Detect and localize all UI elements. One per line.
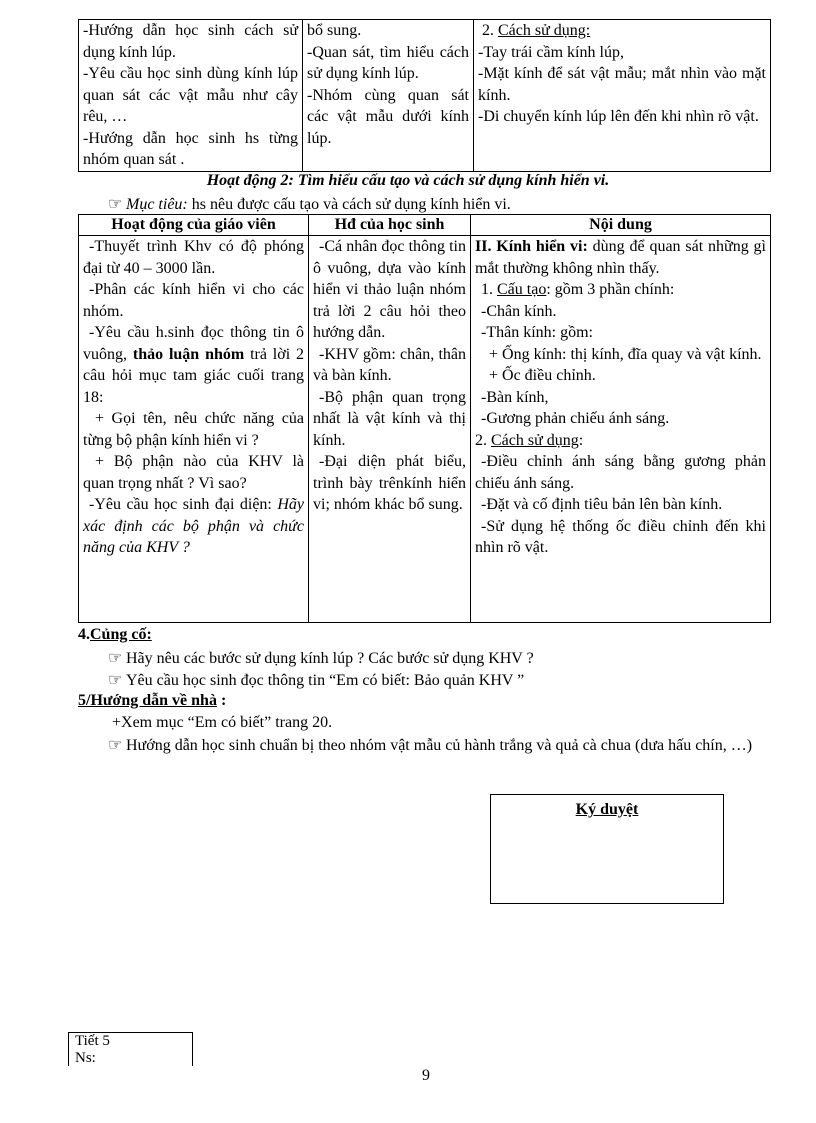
top-content-line-3: -Di chuyển kính lúp lên đến khi nhìn rõ vật. bbox=[478, 108, 759, 125]
activity2-title: Hoạt động 2: Tìm hiểu cấu tạo và cách sử dụng kính hiển vi. bbox=[206, 172, 610, 189]
content-p11: -Đặt và cố định tiêu bản lên bàn kính. bbox=[481, 496, 723, 513]
footer-lesson-box bbox=[68, 1032, 193, 1066]
pointing-hand-icon: ☞ bbox=[108, 737, 123, 754]
approval-box bbox=[490, 794, 724, 904]
lesson-date: Ns: bbox=[75, 1050, 96, 1066]
content-p12: -Sử dụng hệ thống ốc điều chỉnh đến khi nhìn rõ vật. bbox=[475, 517, 766, 556]
top-student-line-2: -Quan sát, tìm hiểu cách sử dụng kính lúp. bbox=[307, 43, 469, 82]
content-p9: 2. Cách sử dụng: bbox=[475, 431, 584, 449]
content-p1: II. Kính hiển vi: dùng để quan sát những gì mắt thường không nhìn thấy. bbox=[475, 238, 767, 277]
top-student-line-3: -Nhóm cùng quan sát các vật mẫu dưới kính lúp. bbox=[307, 86, 469, 147]
page-number: 9 bbox=[422, 1067, 430, 1084]
top-col-student bbox=[303, 20, 474, 172]
teacher-p5: + Bộ phận nào của KHV là quan trọng nhất ? Vì sao? bbox=[83, 453, 304, 492]
student-p3: -Bộ phận quan trọng nhất là vật kính và thị kính. bbox=[313, 388, 466, 449]
section5-heading: 5/Hướng dẫn về nhà : bbox=[78, 692, 227, 709]
top-teacher-line-2: -Yêu cầu học sinh dùng kính lúp quan sát các vật mẫu như cây rêu, … bbox=[83, 65, 298, 125]
section4-question-2: ☞ Yêu cầu học sinh đọc thông tin “Em có biết: Bảo quản KHV ” bbox=[108, 672, 525, 689]
header-content: Nội dung bbox=[471, 215, 771, 236]
content-p3: -Chân kính. bbox=[481, 302, 557, 320]
pointing-hand-icon: ☞ bbox=[108, 196, 123, 213]
student-p1: -Cá nhân đọc thông tin ô vuông, dựa vào kính hiển vi thảo luận nhóm trả lời 2 câu hỏi theo hướng dẫn. bbox=[313, 238, 466, 341]
teacher-p3: -Yêu cầu h.sinh đọc thông tin ô vuông, thảo luận nhóm trả lời 2 câu hỏi mục tam giác cuối trang 18: bbox=[83, 324, 305, 406]
content-p2: 1. Cấu tạo: gồm 3 phần chính: bbox=[481, 281, 675, 298]
section5-line-1: +Xem mục “Em có biết” trang 20. bbox=[112, 714, 333, 731]
pointing-hand-icon: ☞ bbox=[108, 650, 123, 667]
content-column bbox=[471, 236, 771, 623]
top-content-heading: 2. Cách sử dụng: bbox=[482, 22, 591, 39]
top-col-teacher bbox=[79, 20, 303, 172]
student-p4: -Đại diện phát biểu, trình bày trênkính hiển vi; nhóm khác bổ sung. bbox=[313, 453, 466, 513]
top-teacher-line-3: -Hướng dẫn học sinh hs từng nhóm quan sát . bbox=[83, 129, 298, 168]
section5-line-2: ☞ Hướng dẫn học sinh chuẩn bị theo nhóm vật mẫu củ hành trắng và quả cà chua (dưa hấu chín, …) bbox=[78, 735, 778, 757]
content-p6: + Ốc điều chỉnh. bbox=[489, 367, 596, 384]
header-student: Hđ của học sinh bbox=[309, 215, 471, 236]
approval-title: Ký duyệt bbox=[575, 801, 639, 818]
student-column bbox=[309, 236, 471, 623]
teacher-column bbox=[79, 236, 309, 623]
student-p2: -KHV gồm: chân, thân và bàn kính. bbox=[313, 345, 466, 384]
section4-question-1: ☞ Hãy nêu các bước sử dụng kính lúp ? Các bước sử dụng KHV ? bbox=[108, 650, 534, 667]
top-table bbox=[78, 19, 771, 172]
content-p5: + Ống kính: thị kính, đĩa quay và vật kính. bbox=[489, 345, 762, 363]
top-content-line-1: -Tay trái cầm kính lúp, bbox=[478, 43, 624, 61]
main-table bbox=[78, 214, 771, 623]
content-p4: -Thân kính: gồm: bbox=[481, 324, 593, 341]
top-content-line-2: -Mặt kính để sát vật mẫu; mắt nhìn vào mặt kính. bbox=[478, 65, 766, 104]
header-teacher: Hoạt động của giáo viên bbox=[79, 215, 309, 236]
content-p7: -Bàn kính, bbox=[481, 388, 549, 406]
activity2-objective: ☞ Mục tiêu: hs nêu được cấu tạo và cách sử dụng kính hiển vi. bbox=[108, 196, 511, 213]
content-p8: -Gương phản chiếu ánh sáng. bbox=[481, 410, 670, 427]
section4-heading: 4.Củng cố: bbox=[78, 626, 152, 643]
content-p10: -Điều chỉnh ánh sáng bằng gương phản chiếu ánh sáng. bbox=[475, 453, 766, 492]
top-teacher-line-1: -Hướng dẫn học sinh cách sử dụng kính lúp. bbox=[83, 22, 298, 61]
teacher-p4: + Gọi tên, nêu chức năng của từng bộ phận kính hiển vi ? bbox=[83, 410, 304, 449]
top-student-line-1: bổ sung. bbox=[307, 22, 362, 39]
lesson-number: Tiết 5 bbox=[75, 1033, 110, 1049]
top-col-content bbox=[474, 20, 771, 172]
teacher-p6: -Yêu cầu học sinh đại diện: Hãy xác định các bộ phận và chức năng của KHV ? bbox=[83, 496, 304, 556]
teacher-p2: -Phân các kính hiển vi cho các nhóm. bbox=[83, 281, 304, 320]
pointing-hand-icon: ☞ bbox=[108, 672, 123, 689]
teacher-p1: -Thuyết trình Khv có độ phóng đại từ 40 – 3000 lần. bbox=[83, 238, 304, 277]
